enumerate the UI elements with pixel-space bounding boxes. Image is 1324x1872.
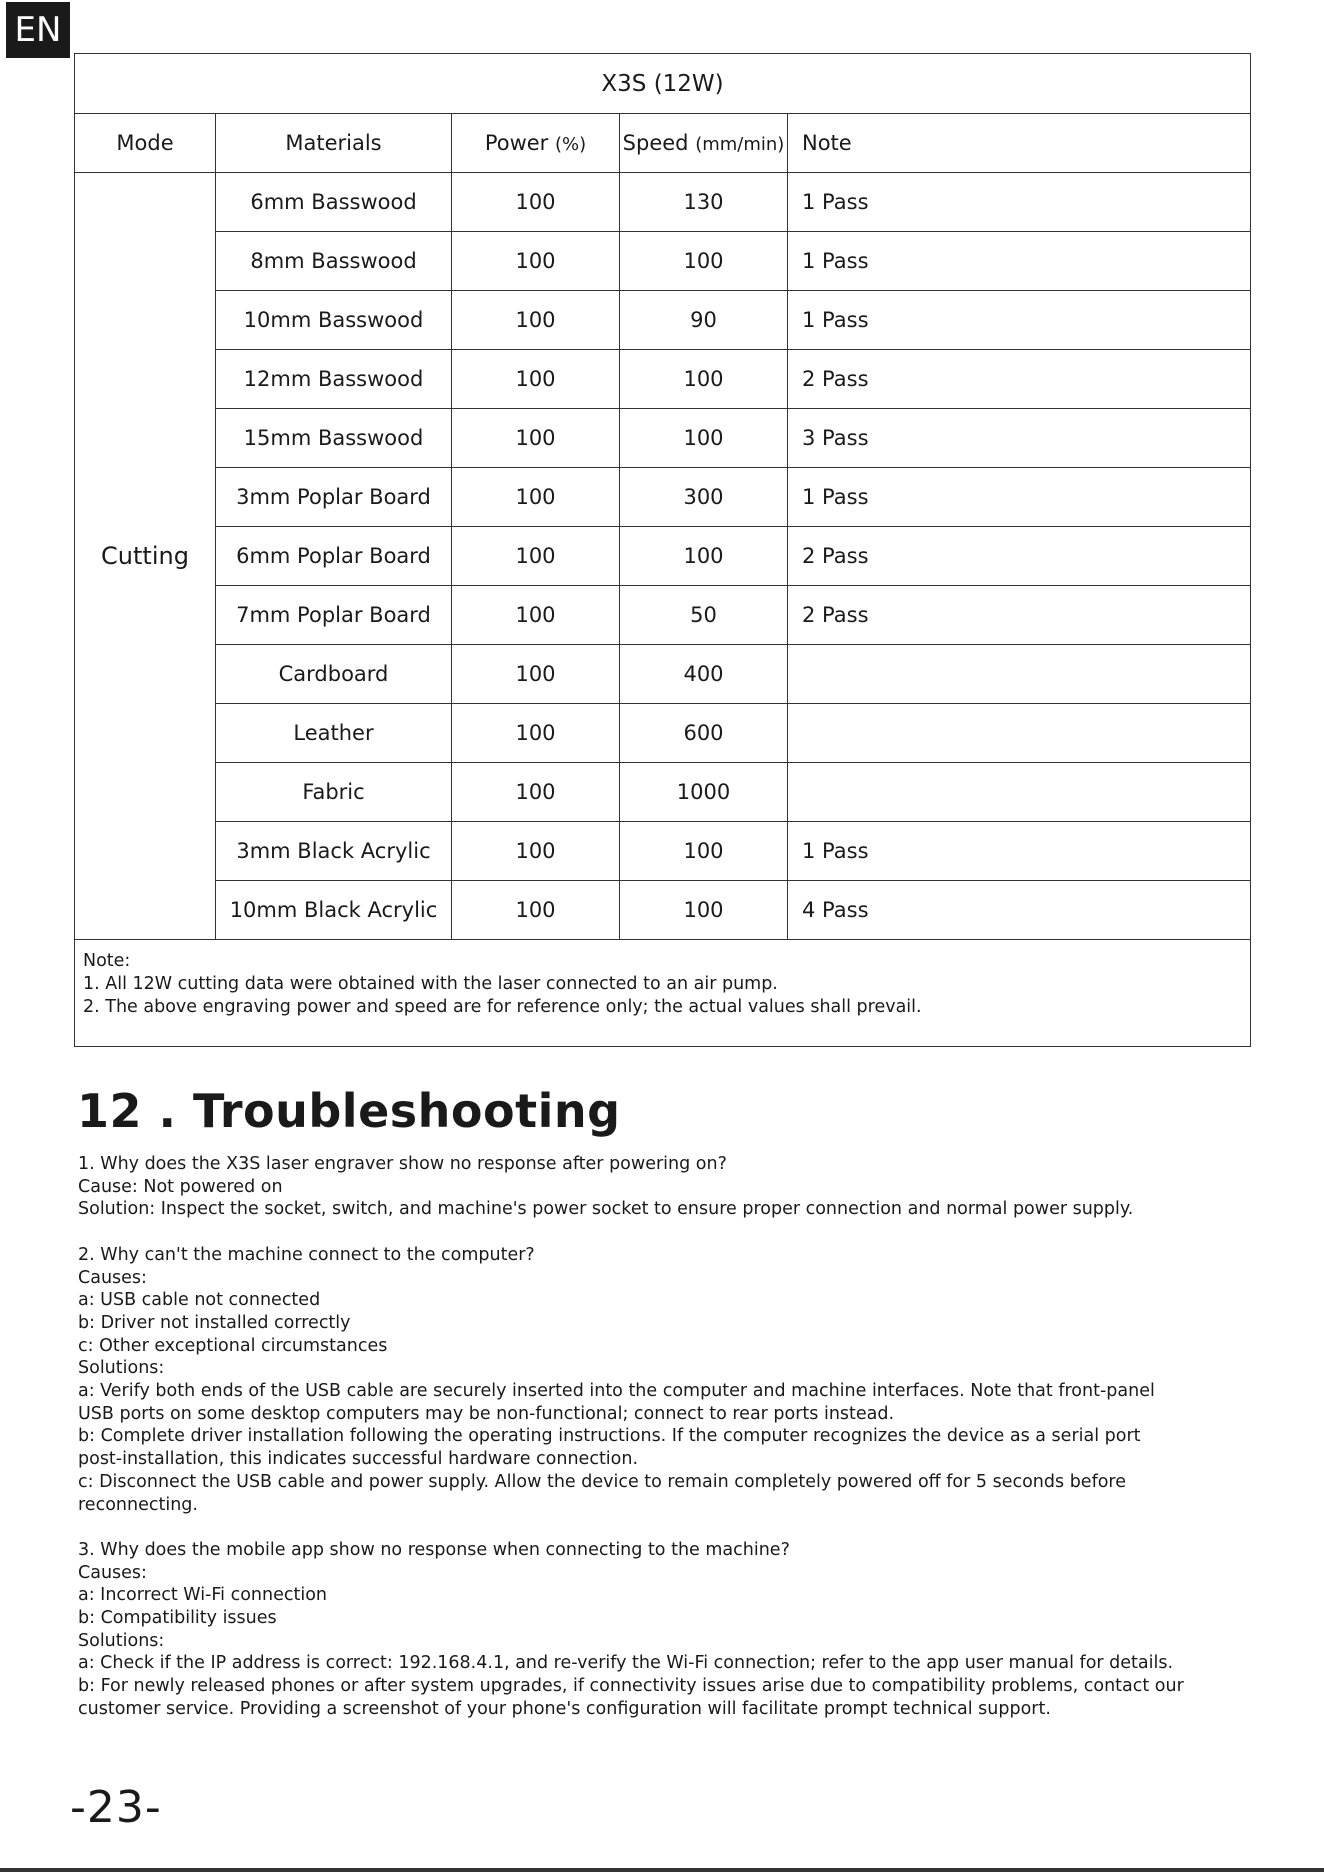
footnote-line: 2. The above engraving power and speed are for reference only; the actual values shall prevail.	[83, 997, 922, 1017]
speed-cell: 400	[620, 645, 788, 704]
material-cell: 6mm Basswood	[216, 173, 452, 232]
note-cell: 2 Pass	[788, 527, 1251, 586]
note-cell	[788, 704, 1251, 763]
faq-item	[78, 1153, 1258, 1221]
material-cell: 10mm Basswood	[216, 291, 452, 350]
note-cell: 1 Pass	[788, 468, 1251, 527]
faq-line: 1. Why does the X3S laser engraver show no response after powering on?	[78, 1154, 727, 1174]
note-cell: 3 Pass	[788, 409, 1251, 468]
faq-line: post-installation, this indicates successful hardware connection.	[78, 1449, 639, 1470]
speed-cell: 100	[620, 527, 788, 586]
faq-line: Causes:	[78, 1562, 147, 1583]
speed-cell: 130	[620, 173, 788, 232]
note-cell: 1 Pass	[788, 232, 1251, 291]
faq-line: reconnecting.	[78, 1494, 198, 1515]
material-cell: Leather	[216, 704, 452, 763]
header-note: Note	[788, 114, 1251, 173]
bottom-divider	[0, 1868, 1324, 1872]
faq-line: b: Driver not installed correctly	[78, 1312, 351, 1333]
faq-line: Cause: Not powered on	[78, 1176, 283, 1197]
material-cell: 3mm Black Acrylic	[216, 822, 452, 881]
material-cell: 10mm Black Acrylic	[216, 881, 452, 940]
material-cell: Fabric	[216, 763, 452, 822]
header-speed	[620, 114, 788, 173]
page-number: -23-	[70, 1782, 162, 1833]
speed-cell: 300	[620, 468, 788, 527]
header-materials: Materials	[216, 114, 452, 173]
language-badge: EN	[6, 2, 70, 58]
header-power-label: Power	[484, 131, 549, 155]
faq-line: Solution: Inspect the socket, switch, and machine's power socket to ensure proper connection and normal power supply.	[78, 1199, 1134, 1220]
troubleshooting-content	[78, 1153, 1258, 1743]
speed-cell: 100	[620, 822, 788, 881]
header-mode: Mode	[75, 114, 216, 173]
faq-line: 3. Why does the mobile app show no response when connecting to the machine?	[78, 1539, 790, 1560]
faq-line: a: Incorrect Wi-Fi connection	[78, 1585, 328, 1606]
table-row	[75, 350, 1251, 409]
speed-cell: 100	[620, 350, 788, 409]
material-cell: 8mm Basswood	[216, 232, 452, 291]
table-footnote-row	[75, 940, 1251, 1047]
table-row	[75, 586, 1251, 645]
table-row	[75, 645, 1251, 704]
note-cell: 1 Pass	[788, 173, 1251, 232]
header-speed-unit: (mm/min)	[695, 134, 785, 155]
footnote-line: 1. All 12W cutting data were obtained with the laser connected to an air pump.	[83, 974, 778, 994]
power-cell: 100	[452, 704, 620, 763]
power-cell: 100	[452, 527, 620, 586]
faq-line: a: Verify both ends of the USB cable are securely inserted into the computer and machine interfaces. Note that front-panel	[78, 1381, 1155, 1402]
table-footnote	[75, 940, 1251, 1047]
material-cell: 12mm Basswood	[216, 350, 452, 409]
faq-line: customer service. Providing a screenshot of your phone's configuration will facilitate prompt technical support.	[78, 1698, 1051, 1719]
material-cell: 3mm Poplar Board	[216, 468, 452, 527]
power-cell: 100	[452, 350, 620, 409]
power-cell: 100	[452, 881, 620, 940]
header-power-unit: (%)	[555, 134, 587, 155]
power-cell: 100	[452, 409, 620, 468]
speed-cell: 100	[620, 881, 788, 940]
table-title: X3S (12W)	[75, 54, 1251, 114]
table-row	[75, 173, 1251, 232]
table-body	[75, 173, 1251, 1047]
table-row	[75, 232, 1251, 291]
mode-cell: Cutting	[75, 173, 216, 940]
speed-cell: 100	[620, 232, 788, 291]
speed-cell: 100	[620, 409, 788, 468]
power-cell: 100	[452, 291, 620, 350]
material-cell: 15mm Basswood	[216, 409, 452, 468]
note-cell	[788, 763, 1251, 822]
faq-line: Solutions:	[78, 1358, 165, 1379]
faq-line: a: USB cable not connected	[78, 1290, 321, 1311]
power-cell: 100	[452, 645, 620, 704]
table-row	[75, 468, 1251, 527]
faq-line: b: Compatibility issues	[78, 1608, 277, 1629]
faq-line: c: Other exceptional circumstances	[78, 1335, 388, 1356]
faq-line: b: Complete driver installation following the operating instructions. If the computer recognizes the device as a serial port	[78, 1426, 1141, 1447]
speed-cell: 90	[620, 291, 788, 350]
power-cell: 100	[452, 586, 620, 645]
faq-item	[78, 1244, 1258, 1516]
laser-settings-table	[74, 53, 1251, 1047]
faq-item	[78, 1539, 1258, 1721]
faq-line: USB ports on some desktop computers may be non-functional; connect to rear ports instead.	[78, 1403, 895, 1424]
table-row	[75, 704, 1251, 763]
faq-line: Solutions:	[78, 1630, 165, 1651]
table-row	[75, 881, 1251, 940]
speed-cell: 1000	[620, 763, 788, 822]
note-cell	[788, 645, 1251, 704]
section-title: 12 . Troubleshooting	[77, 1084, 621, 1138]
table-row	[75, 291, 1251, 350]
footnote-label: Note:	[83, 951, 131, 971]
table-row	[75, 527, 1251, 586]
faq-line: b: For newly released phones or after system upgrades, if connectivity issues arise due to compatibility problems, contact our	[78, 1676, 1184, 1697]
header-power	[452, 114, 620, 173]
note-cell: 1 Pass	[788, 822, 1251, 881]
note-cell: 4 Pass	[788, 881, 1251, 940]
material-cell: 6mm Poplar Board	[216, 527, 452, 586]
note-cell: 2 Pass	[788, 586, 1251, 645]
table-row	[75, 763, 1251, 822]
power-cell: 100	[452, 173, 620, 232]
header-speed-label: Speed	[622, 131, 689, 155]
table-row	[75, 822, 1251, 881]
power-cell: 100	[452, 822, 620, 881]
power-cell: 100	[452, 468, 620, 527]
power-cell: 100	[452, 763, 620, 822]
faq-line: c: Disconnect the USB cable and power supply. Allow the device to remain completely powered off for 5 seconds before	[78, 1471, 1127, 1492]
note-cell: 2 Pass	[788, 350, 1251, 409]
faq-line: 2. Why can't the machine connect to the computer?	[78, 1244, 535, 1265]
table-row	[75, 409, 1251, 468]
speed-cell: 600	[620, 704, 788, 763]
note-cell: 1 Pass	[788, 291, 1251, 350]
faq-line: Causes:	[78, 1267, 147, 1288]
speed-cell: 50	[620, 586, 788, 645]
faq-line: a: Check if the IP address is correct: 192.168.4.1, and re-verify the Wi-Fi connection; refer to the app user manual for details.	[78, 1653, 1174, 1674]
power-cell: 100	[452, 232, 620, 291]
material-cell: Cardboard	[216, 645, 452, 704]
material-cell: 7mm Poplar Board	[216, 586, 452, 645]
